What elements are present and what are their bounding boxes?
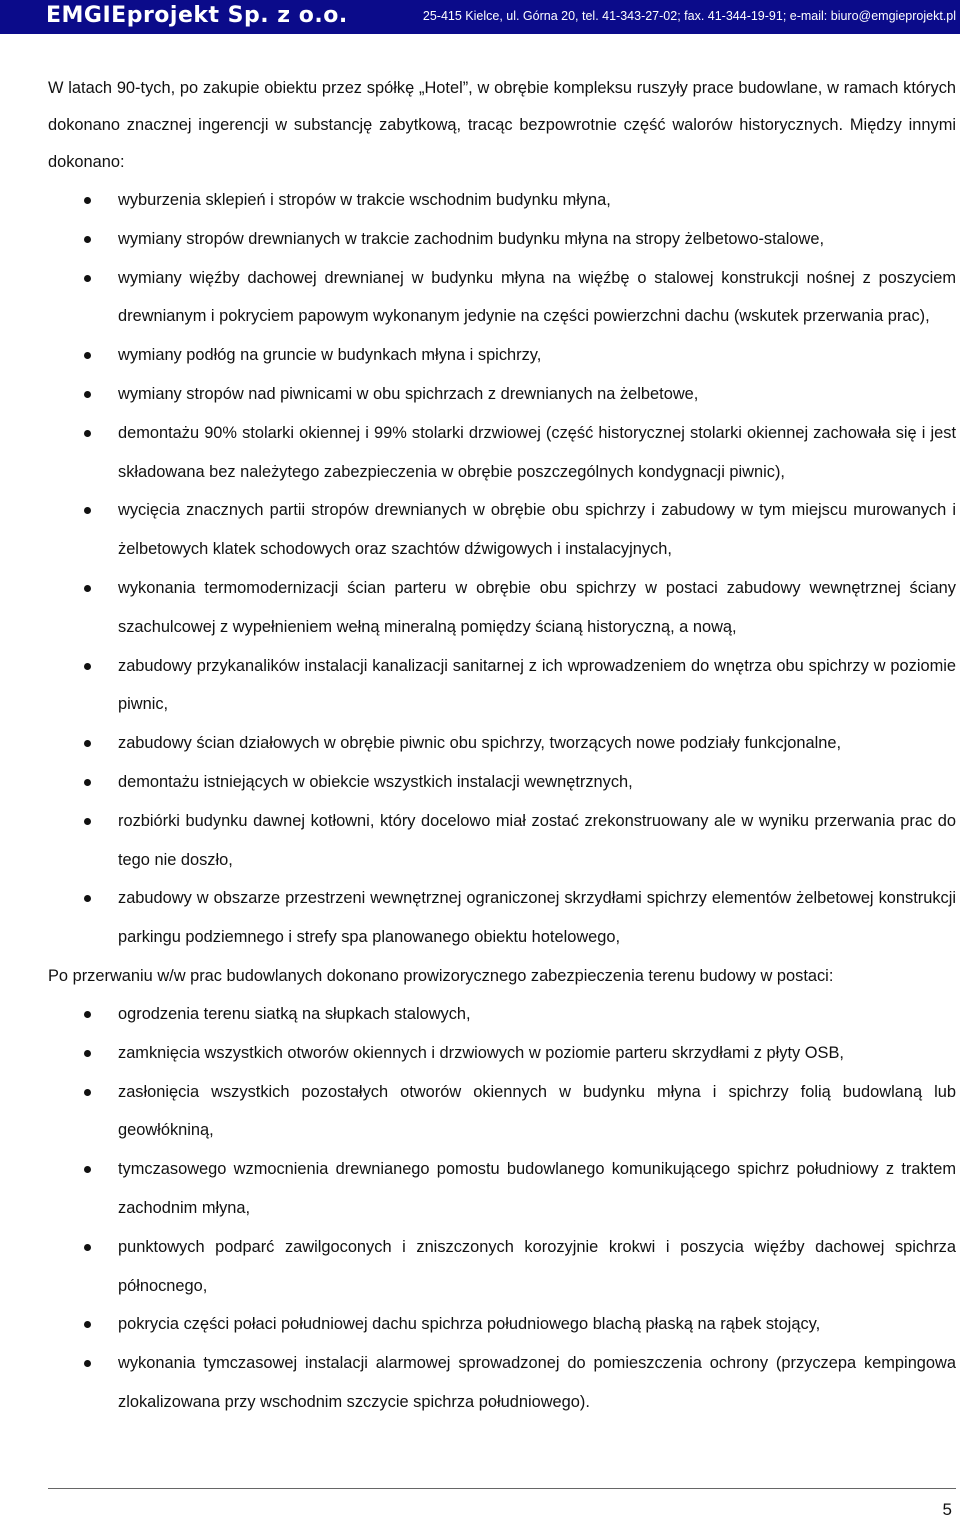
bullet-icon: [84, 585, 91, 592]
works-list: [48, 181, 956, 957]
bullet-icon: [84, 740, 91, 747]
company-contact: 25-415 Kielce, ul. Górna 20, tel. 41-343-27-02; fax. 41-344-19-91; e-mail: biuro@emgieprojekt.pl: [422, 9, 956, 23]
bullet-icon: [84, 275, 91, 282]
bullet-icon: [84, 1321, 91, 1328]
list-item: wymiany stropów nad piwnicami w obu spichrzach z drewnianych na żelbetowe,: [48, 375, 956, 414]
bullet-icon: [84, 1050, 91, 1057]
list-item: zasłonięcia wszystkich pozostałych otworów okiennych w budynku młyna i spichrzy folią budowlaną lub geowłókniną,: [48, 1073, 956, 1151]
bullet-icon: [84, 197, 91, 204]
bullet-icon: [84, 779, 91, 786]
bullet-icon: [84, 1244, 91, 1251]
list-item: wykonania termomodernizacji ścian parteru w obrębie obu spichrzy w postaci zabudowy wewnętrznej ściany szachulcowej z wypełnieniem wełną mineralną pomiędzy ścianą historyczną, a nową,: [48, 569, 956, 647]
bullet-icon: [84, 236, 91, 243]
company-name: EMGIEprojekt Sp. z o.o.: [46, 3, 348, 28]
security-paragraph: Po przerwaniu w/w prac budowlanych dokonano prowizorycznego zabezpieczenia terenu budowy w postaci:: [48, 966, 834, 985]
list-item: pokrycia części połaci południowej dachu spichrza południowego blachą płaską na rąbek stojący,: [48, 1305, 956, 1344]
list-item: ogrodzenia terenu siatką na słupkach stalowych,: [48, 995, 956, 1034]
list-item: zamknięcia wszystkich otworów okiennych i drzwiowych w poziomie parteru skrzydłami z płyty OSB,: [48, 1034, 956, 1073]
document-body: [48, 70, 956, 1422]
bullet-icon: [84, 663, 91, 670]
list-item: demontażu 90% stolarki okiennej i 99% stolarki drzwiowej (część historycznej stolarki okiennej zachowała się i jest składowana bez należytego zabezpieczenia w obrębie poszczególnych kondygnacji piwnic),: [48, 414, 956, 492]
list-item: wymiany podłóg na gruncie w budynkach młyna i spichrzy,: [48, 336, 956, 375]
bullet-icon: [84, 507, 91, 514]
footer-divider: [48, 1488, 956, 1489]
list-item: demontażu istniejących w obiekcie wszystkich instalacji wewnętrznych,: [48, 763, 956, 802]
list-item: zabudowy ścian działowych w obrębie piwnic obu spichrzy, tworzących nowe podziały funkcjonalne,: [48, 724, 956, 763]
list-item: wykonania tymczasowej instalacji alarmowej sprowadzonej do pomieszczenia ochrony (przyczepa kempingowa zlokalizowana przy wschodnim szczycie spichrza południowego).: [48, 1344, 956, 1422]
bullet-icon: [84, 1089, 91, 1096]
bullet-icon: [84, 818, 91, 825]
bullet-icon: [84, 895, 91, 902]
list-item: wycięcia znacznych partii stropów drewnianych w obrębie obu spichrzy i zabudowy w tym miejscu murowanych i żelbetowych klatek schodowych oraz szachtów dźwigowych i instalacyjnych,: [48, 491, 956, 569]
list-item: wyburzenia sklepień i stropów w trakcie wschodnim budynku młyna,: [48, 181, 956, 220]
list-item: wymiany więźby dachowej drewnianej w budynku młyna na więźbę o stalowej konstrukcji nośnej z poszyciem drewnianym i pokryciem papowym wykonanym jedynie na części powierzchni dachu (wskutek przerwania prac),: [48, 259, 956, 337]
list-item: punktowych podparć zawilgoconych i zniszczonych korozyjnie krokwi i poszycia więźby dachowej spichrza północnego,: [48, 1228, 956, 1306]
list-item: rozbiórki budynku dawnej kotłowni, który docelowo miał zostać zrekonstruowany ale w wyniku przerwania prac do tego nie doszło,: [48, 802, 956, 880]
bullet-icon: [84, 1166, 91, 1173]
bullet-icon: [84, 352, 91, 359]
bullet-icon: [84, 1360, 91, 1367]
page-number: 5: [942, 1500, 952, 1519]
list-item: zabudowy przykanalików instalacji kanalizacji sanitarnej z ich wprowadzeniem do wnętrza obu spichrzy w poziomie piwnic,: [48, 647, 956, 725]
page-header: [0, 0, 960, 34]
security-list: [48, 995, 956, 1422]
intro-paragraph: W latach 90-tych, po zakupie obiektu przez spółkę „Hotel”, w obrębie kompleksu ruszyły prace budowlane, w ramach których dokonano znacznej ingerencji w substancję zabytkową, tracąc bezpowrotnie część walorów historycznych. Między innymi dokonano:: [48, 79, 956, 171]
list-item: tymczasowego wzmocnienia drewnianego pomostu budowlanego komunikującego spichrz południowy z traktem zachodnim młyna,: [48, 1150, 956, 1228]
bullet-icon: [84, 391, 91, 398]
list-item: zabudowy w obszarze przestrzeni wewnętrznej ograniczonej skrzydłami spichrzy elementów żelbetowej konstrukcji parkingu podziemnego i strefy spa planowanego obiektu hotelowego,: [48, 879, 956, 957]
bullet-icon: [84, 430, 91, 437]
list-item: wymiany stropów drewnianych w trakcie zachodnim budynku młyna na stropy żelbetowo-stalowe,: [48, 220, 956, 259]
bullet-icon: [84, 1011, 91, 1018]
